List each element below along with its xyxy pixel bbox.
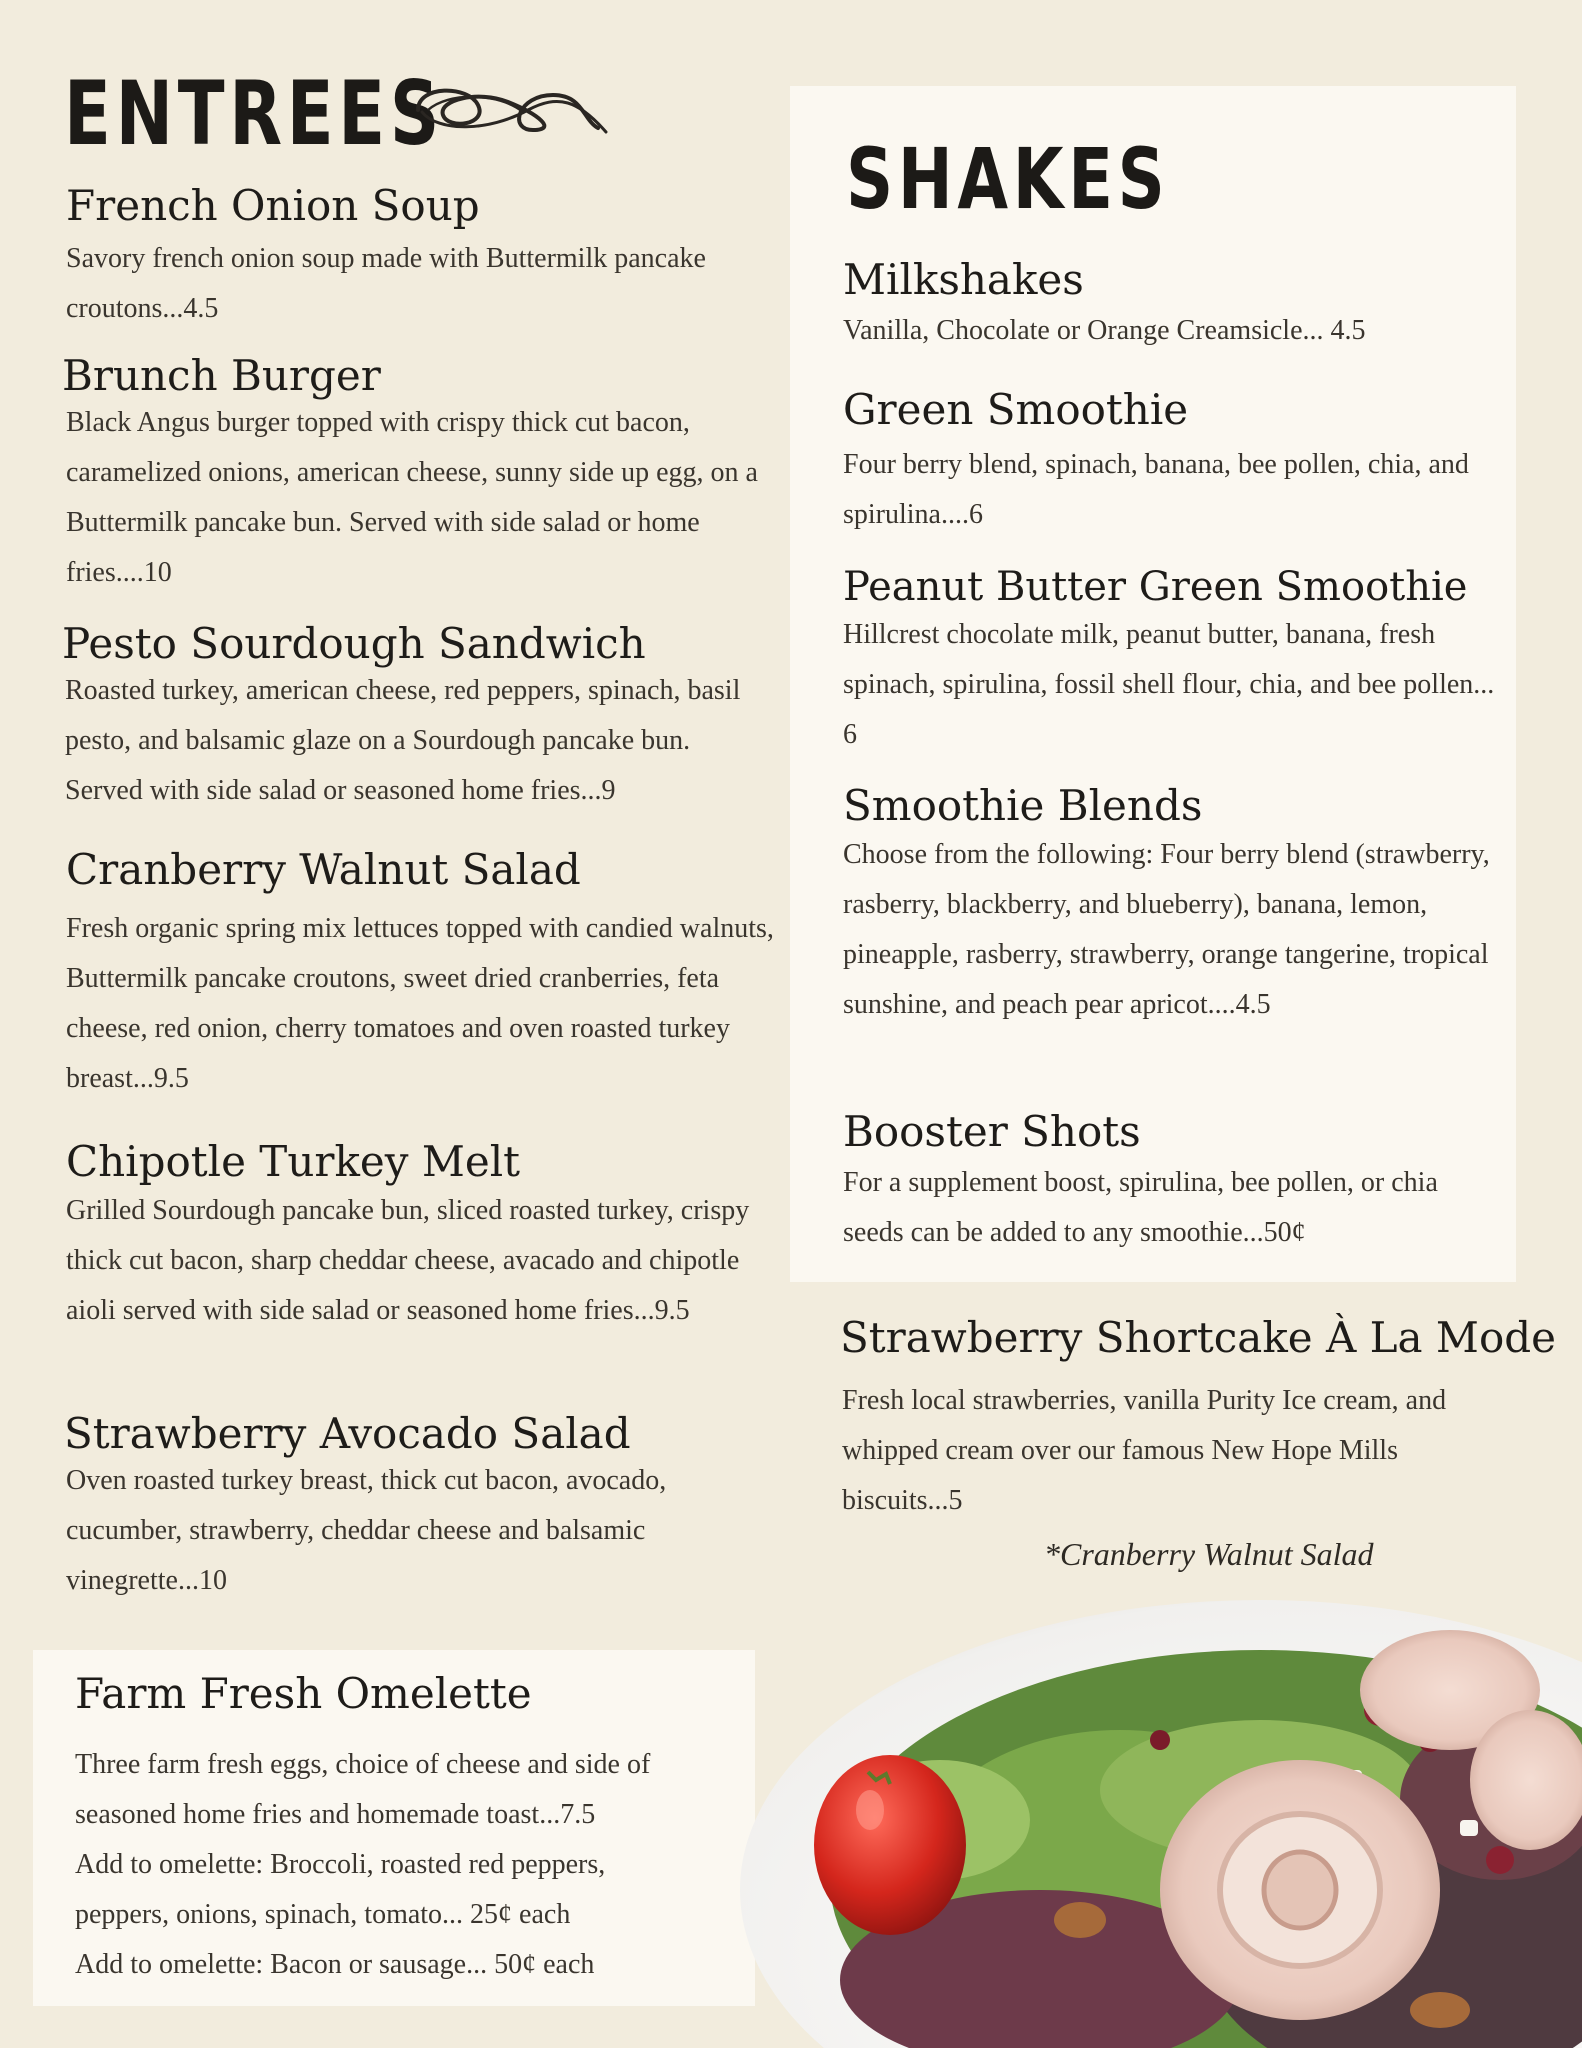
entree-title: Strawberry Avocado Salad [64, 1409, 631, 1458]
omelette-description [75, 1740, 745, 1990]
omelette-panel [33, 1650, 755, 2006]
shake-title: Peanut Butter Green Smoothie [843, 564, 1468, 610]
shake-title: Green Smoothie [843, 385, 1189, 434]
entree-title: French Onion Soup [66, 181, 480, 230]
entree-description: Savory french onion soup made with Buttermilk pancake croutons...4.5 [66, 243, 706, 325]
shake-description: Four berry blend, spinach, banana, bee pollen, chia, and spirulina....6 [843, 449, 1469, 531]
dessert-title: Strawberry Shortcake À La Mode [840, 1313, 1556, 1362]
shake-description: Vanilla, Chocolate or Orange Creamsicle... 4.5 [843, 315, 1366, 347]
omelette-line: Add to omelette: Bacon or sausage... 50¢ each [75, 1949, 595, 1980]
shake-item [843, 386, 1503, 540]
omelette-line: Add to omelette: Broccoli, roasted red peppers, [75, 1849, 606, 1880]
entree-title: Pesto Sourdough Sandwich [62, 619, 646, 668]
shake-item [843, 782, 1503, 1030]
dessert-item [840, 1314, 1560, 1526]
entree-item [62, 352, 772, 598]
entree-item [66, 846, 776, 1104]
shake-item [843, 564, 1503, 760]
shakes-heading: SHAKES [846, 130, 1170, 228]
omelette-line: Three farm fresh eggs, choice of cheese and side of [75, 1749, 651, 1780]
flourish-ornament-icon [408, 70, 608, 150]
shake-item [843, 256, 1503, 356]
entree-description: Grilled Sourdough pancake bun, sliced roasted turkey, crispy thick cut bacon, sharp cheddar cheese, avacado and chipotle aioli served with side salad or seasoned home fries...9.5 [66, 1195, 750, 1327]
entree-description: Black Angus burger topped with crispy thick cut bacon, caramelized onions, american cheese, sunny side up egg, on a Buttermilk pancake bun. Served with side salad or home fries....10 [66, 407, 758, 589]
shake-title: Booster Shots [843, 1107, 1141, 1156]
entree-description: Oven roasted turkey breast, thick cut bacon, avocado, cucumber, strawberry, cheddar cheese and balsamic vinegrette...10 [66, 1465, 667, 1597]
salad-photo [740, 1560, 1582, 2048]
entree-item [64, 1410, 774, 1606]
entree-description: Roasted turkey, american cheese, red peppers, spinach, basil pesto, and balsamic glaze on a Sourdough pancake bun. Served with side salad or seasoned home fries...9 [65, 675, 741, 807]
omelette-title: Farm Fresh Omelette [75, 1669, 532, 1718]
omelette-line: seasoned home fries and homemade toast...7.5 [75, 1799, 596, 1830]
entree-item [66, 1138, 786, 1336]
omelette-line: peppers, onions, spinach, tomato... 25¢ each [75, 1899, 571, 1930]
entree-description: Fresh organic spring mix lettuces topped with candied walnuts, Buttermilk pancake croutons, sweet dried cranberries, feta cheese, red onion, cherry tomatoes and oven roasted turkey breast...9.5 [66, 913, 774, 1095]
shake-title: Smoothie Blends [843, 781, 1203, 830]
entree-title: Brunch Burger [62, 351, 381, 400]
shake-description: Hillcrest chocolate milk, peanut butter, banana, fresh spinach, spirulina, fossil shell flour, chia, and bee pollen... 6 [843, 619, 1495, 750]
entree-item [66, 182, 776, 334]
entrees-heading: ENTREES [64, 62, 444, 165]
entree-title: Chipotle Turkey Melt [66, 1137, 521, 1186]
shake-item [843, 1108, 1503, 1258]
photo-caption: *Cranberry Walnut Salad [1044, 1536, 1374, 1572]
entree-title: Cranberry Walnut Salad [66, 845, 581, 894]
entree-item [62, 620, 772, 816]
shake-title: Milkshakes [843, 255, 1084, 304]
shake-description: For a supplement boost, spirulina, bee pollen, or chia seeds can be added to any smoothie...50¢ [843, 1167, 1438, 1249]
shake-description: Choose from the following: Four berry blend (strawberry, rasberry, blackberry, and blueberry), banana, lemon, pineapple, rasberry, strawberry, orange tangerine, tropical sunshine, and peach pear apricot....4.5 [843, 839, 1490, 1021]
dessert-description: Fresh local strawberries, vanilla Purity Ice cream, and whipped cream over our famous New Hope Mills biscuits...5 [842, 1385, 1447, 1517]
